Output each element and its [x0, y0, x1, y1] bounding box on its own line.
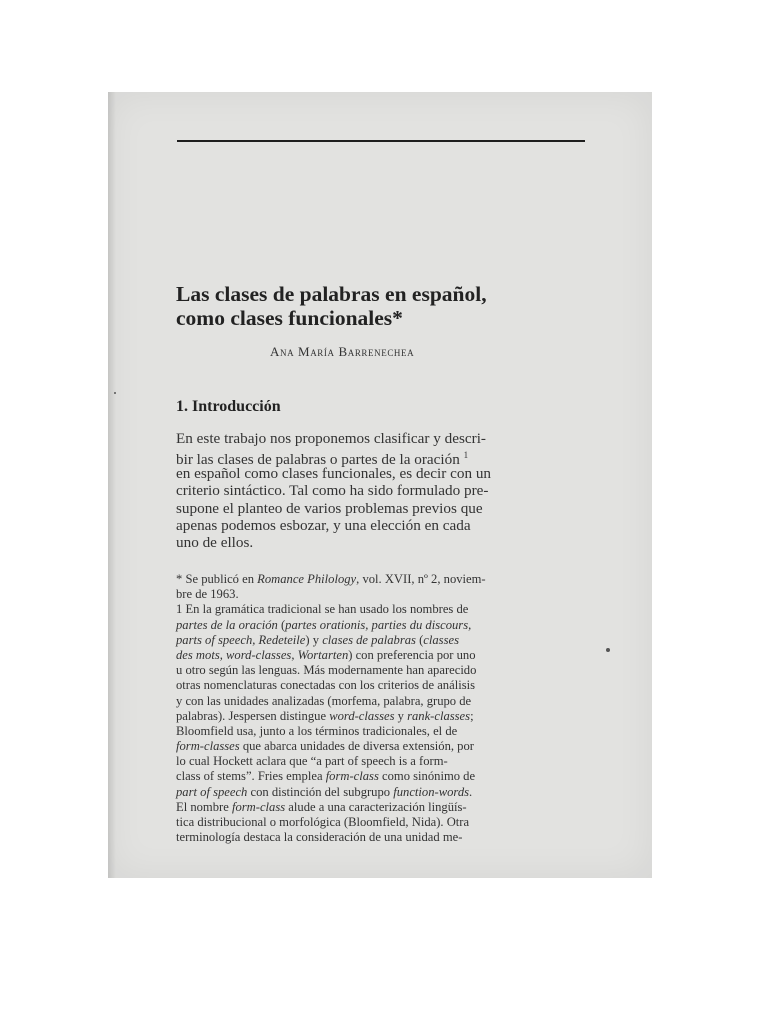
footnote-one-line: [176, 663, 586, 678]
italic-segment: word-classes: [329, 708, 395, 723]
text-segment: tica distribucional o morfológica (Bloomfield, Nida). Otra: [176, 815, 470, 829]
body-line: criterio sintáctico. Tal como ha sido formulado pre-: [176, 482, 489, 500]
body-line-text: bir las clases de palabras o partes de la oración: [176, 451, 460, 469]
text-segment: class of stems”. Fries emplea: [176, 769, 326, 784]
italic-segment: classes: [423, 632, 459, 647]
text-segment: u otro según las lenguas. Más modernamente han aparecido: [176, 663, 477, 678]
text-segment: y: [394, 708, 408, 723]
article-title: [176, 282, 596, 330]
text-segment: .: [469, 784, 473, 799]
text-segment: terminología destaca la consideración de una unidad me-: [176, 830, 463, 845]
footnote-one-line: [176, 815, 586, 830]
footnote-star-line: [176, 572, 586, 587]
ink-speck: [114, 392, 116, 394]
footnote-one-line: [176, 602, 586, 617]
text-segment: ) con preferencia por uno: [348, 647, 476, 662]
italic-segment: Romance Philology: [257, 572, 357, 586]
footnote-one-line: [176, 648, 586, 663]
body-line: en español como clases funcionales, es decir con un: [176, 464, 492, 482]
footnote-one-line: [176, 785, 586, 800]
body-line: supone el planteo de varios problemas previos que: [176, 499, 483, 517]
page-edge-shadow: [108, 92, 116, 878]
footnote-one-line: [176, 709, 586, 724]
text-segment: El nombre: [176, 799, 232, 814]
italic-segment: function-words: [393, 784, 470, 799]
italic-segment: parts of speech, Redeteile: [176, 632, 306, 647]
text-segment: lo cual Hockett aclara que “a part of speech is a form-: [176, 754, 448, 769]
footnote-one-line: [176, 633, 586, 648]
text-segment: y con las unidades analizadas (morfema, palabra, grupo de: [176, 693, 472, 708]
italic-segment: rank-classes: [407, 708, 471, 723]
body-line: apenas podemos esbozar, y una elección en cada: [176, 516, 471, 534]
text-segment: con distinción del subgrupo: [247, 784, 394, 799]
text-segment: (: [277, 617, 286, 632]
footnote-one-line: [176, 739, 586, 754]
text-segment: (: [415, 632, 424, 647]
text-segment: ;: [470, 708, 474, 723]
text-segment: ) y: [305, 632, 323, 647]
text-segment: Bloomfield usa, junto a los términos tradicionales, el de: [176, 723, 458, 738]
footnote-one-line: [176, 724, 586, 739]
italic-segment: form-classes: [176, 739, 240, 754]
text-segment: 1 En la gramática tradicional se han usado los nombres de: [176, 602, 469, 617]
footnote-reference: 1: [463, 450, 469, 461]
footnote-one-line: [176, 694, 586, 709]
footnote-one-line: [176, 800, 586, 815]
title-line-1: Las clases de palabras en español,: [176, 282, 487, 306]
text-segment: palabras). Jespersen distingue: [176, 708, 330, 723]
italic-segment: part of speech: [176, 784, 248, 799]
text-segment: * Se publicó en: [176, 572, 258, 586]
italic-segment: des mots, word-classes, Wortarten: [176, 647, 349, 662]
body-paragraph: [176, 430, 586, 552]
top-rule: [177, 140, 585, 142]
text-segment: otras nomenclaturas conectadas con los criterios de análisis: [176, 678, 475, 693]
footnotes: [176, 572, 586, 845]
italic-segment: partes orationis, parties du discours,: [285, 617, 472, 632]
body-line: En este trabajo nos proponemos clasificar y descri-: [176, 430, 486, 447]
text-segment: , vol. XVII, nº 2, noviem-: [356, 572, 486, 586]
footnote-star-line: [176, 587, 586, 602]
section-heading: 1. Introducción: [176, 398, 281, 415]
text-segment: alude a una caracterización lingüís-: [285, 799, 467, 814]
author-name: Ana María Barrenechea: [270, 344, 415, 359]
body-line: [176, 447, 586, 469]
text-segment: que abarca unidades de diversa extensión, por: [239, 739, 474, 754]
text-segment: bre de 1963.: [176, 587, 239, 602]
italic-segment: partes de la oración: [176, 617, 278, 632]
italic-segment: form-class: [325, 769, 379, 784]
body-line: uno de ellos.: [176, 534, 254, 552]
italic-segment: form-class: [231, 799, 286, 814]
footnote-one-line: [176, 769, 586, 784]
ink-speck: [606, 648, 610, 652]
italic-segment: clases de palabras: [322, 632, 416, 647]
footnote-one-line: [176, 830, 586, 845]
footnote-one-line: [176, 678, 586, 693]
title-line-2: como clases funcionales*: [176, 306, 403, 330]
scanned-page: [108, 92, 652, 878]
footnote-one-line: [176, 754, 586, 769]
text-segment: como sinónimo de: [378, 769, 476, 784]
footnote-one-line: [176, 618, 586, 633]
